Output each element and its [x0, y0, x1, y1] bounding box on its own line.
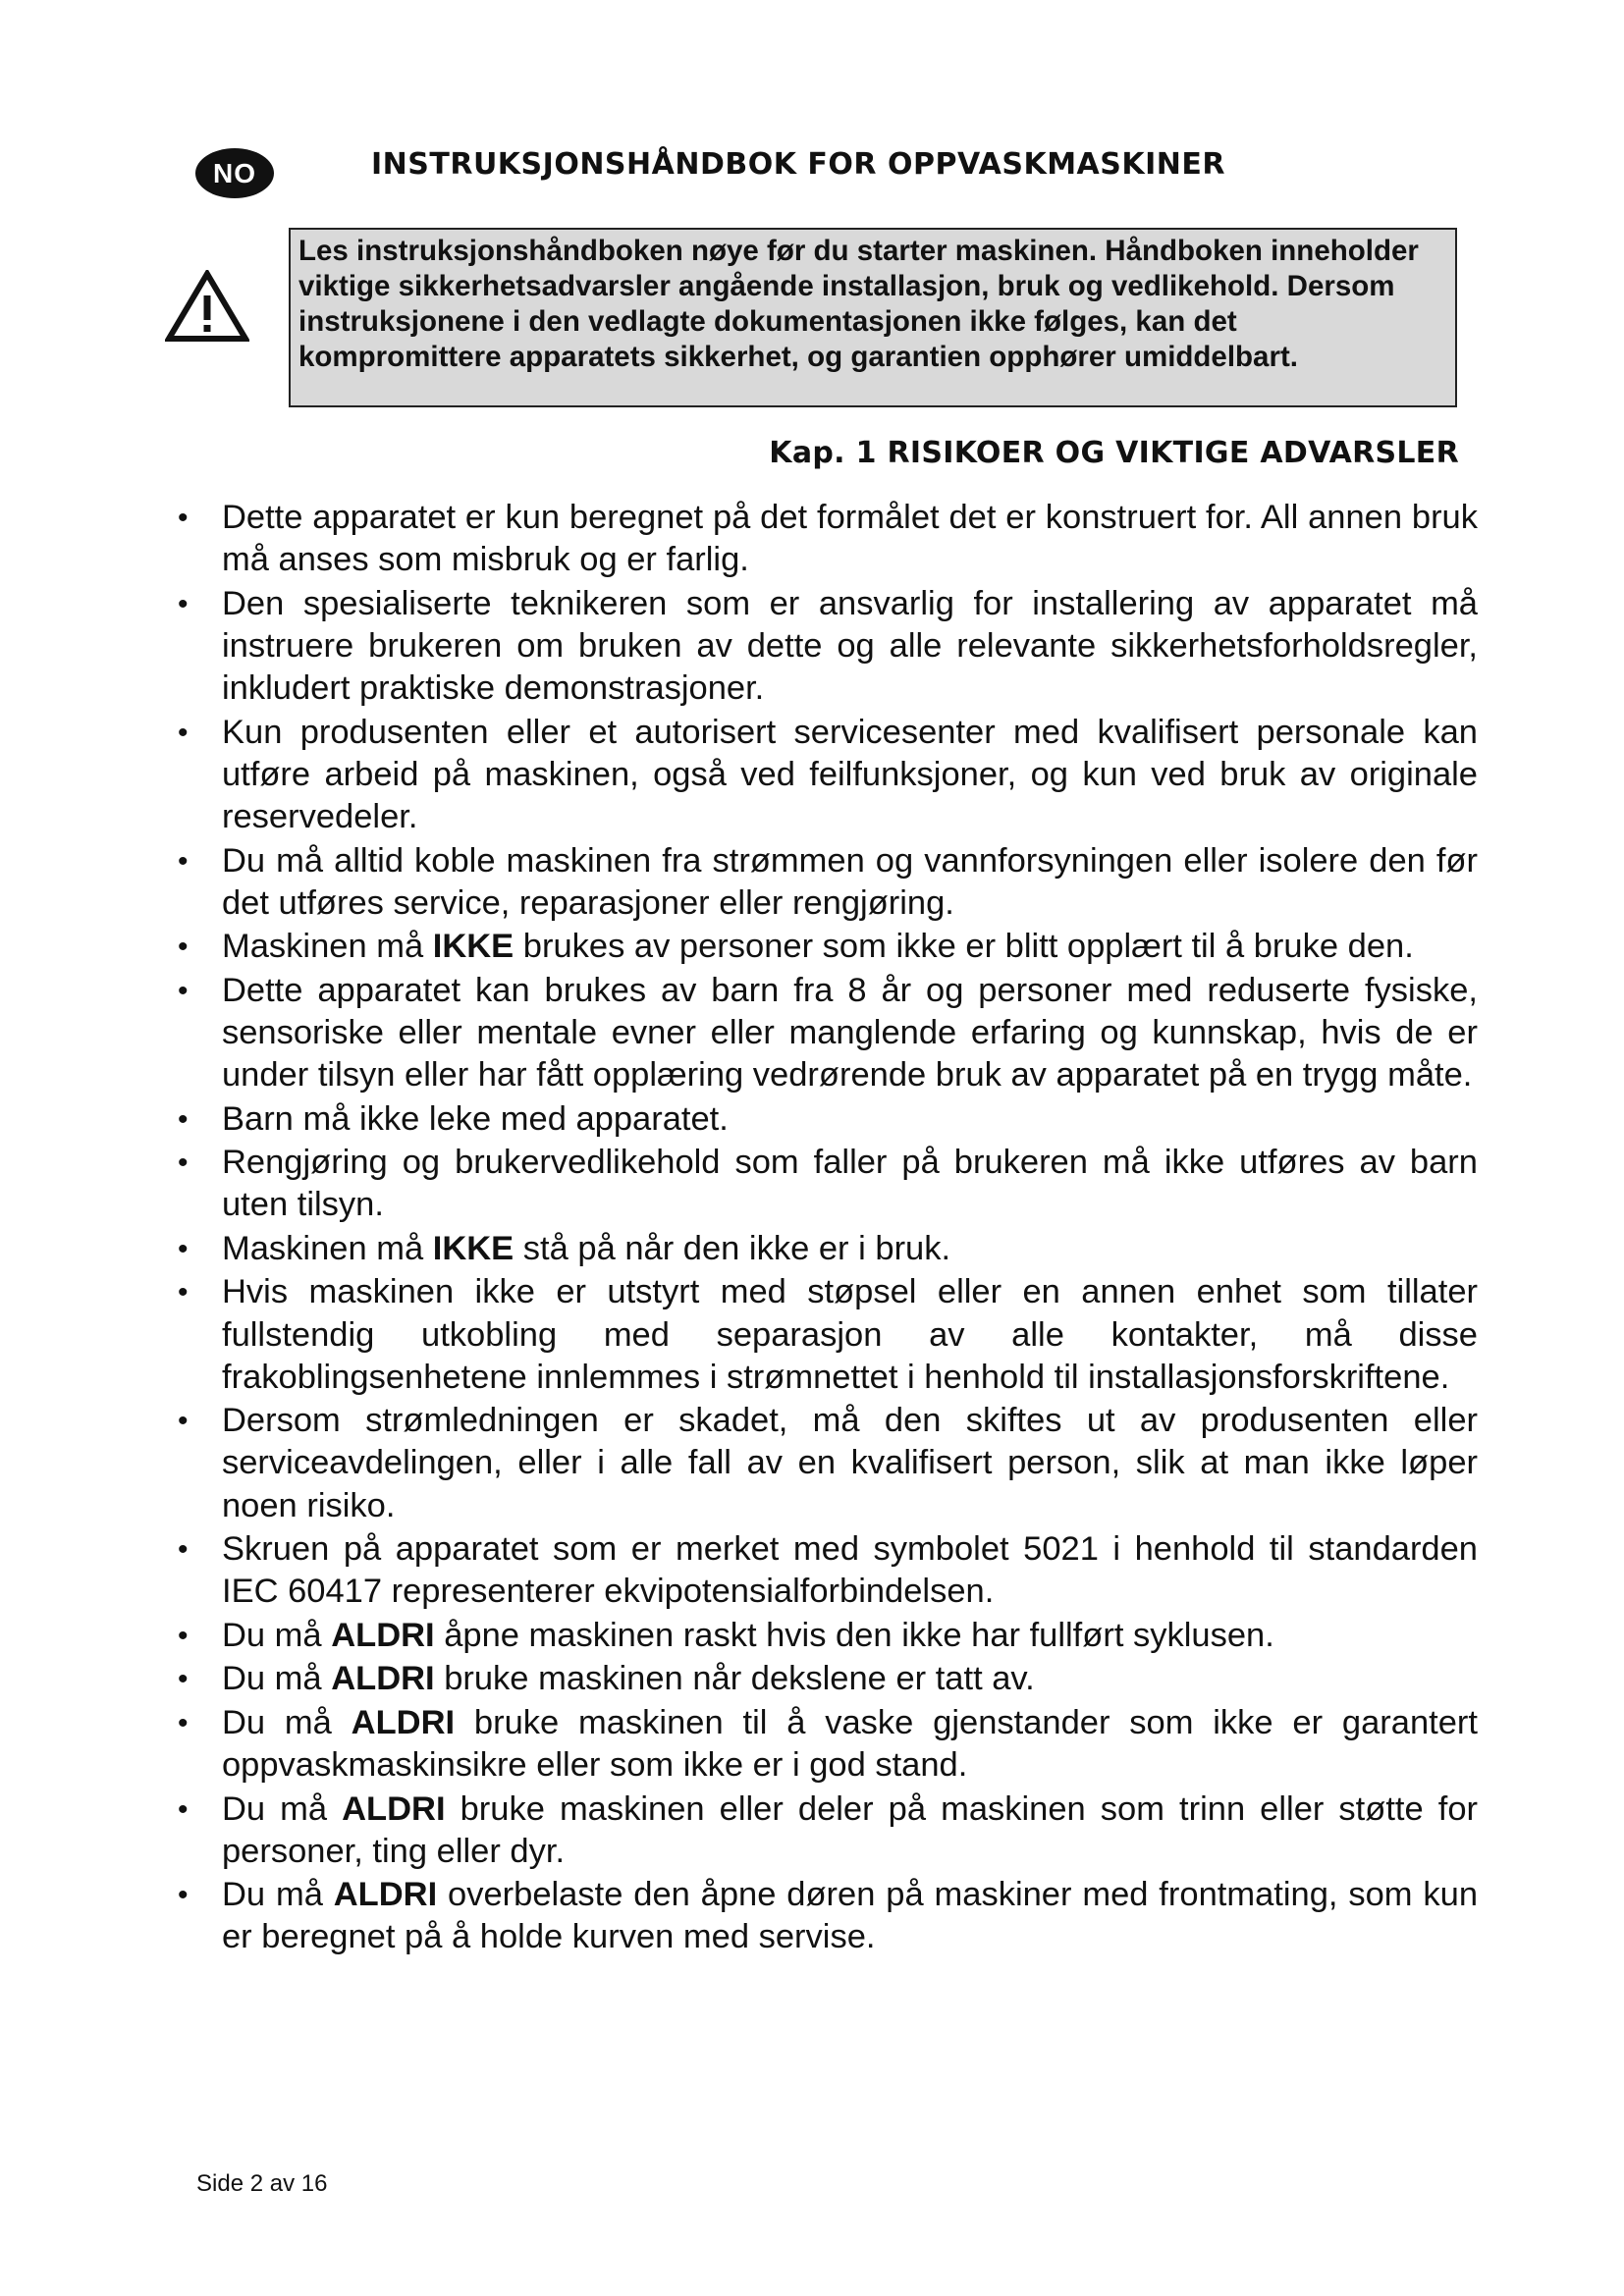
list-item-text: Maskinen må — [222, 1229, 433, 1267]
list-item-text: Du må — [222, 1703, 352, 1741]
list-item-text-continued: brukes av personer som ikke er blitt opplært til å bruke den. — [514, 928, 1414, 966]
list-item-emphasis: ALDRI — [331, 1660, 435, 1698]
bullet-icon: • — [178, 1533, 189, 1567]
list-item-emphasis: ALDRI — [342, 1789, 446, 1828]
chapter-heading: Kap. 1 RISIKOER OG VIKTIGE ADVARSLER — [769, 436, 1459, 470]
list-item-text: Skruen på apparatet som er merket med symbolet 5021 i henhold til standarden IEC 60417 representerer ekvipotensialforbindelsen. — [222, 1530, 1478, 1611]
list-item — [172, 583, 1478, 711]
list-item-emphasis: IKKE — [432, 1229, 514, 1267]
list-item — [172, 840, 1478, 925]
list-item — [172, 1098, 1478, 1141]
page-number: Side 2 av 16 — [196, 2170, 328, 2197]
document-title: INSTRUKSJONSHÅNDBOK FOR OPPVASKMASKINER — [371, 147, 1225, 182]
bullet-icon: • — [178, 1102, 189, 1136]
safety-warnings-list — [172, 497, 1478, 1960]
bullet-icon: • — [178, 1147, 189, 1180]
list-item — [172, 1615, 1478, 1657]
list-item-emphasis: IKKE — [432, 928, 514, 966]
bullet-icon: • — [178, 1232, 189, 1265]
list-item-text: Dette apparatet er kun beregnet på det formålet det er konstruert for. All annen bruk må anses som misbruk og er farlig. — [222, 499, 1478, 579]
list-item-text: Dette apparatet kan brukes av barn fra 8 år og personer med reduserte fysiske, sensoriske eller mentale evner eller manglende erfaring og kunnskap, hvis de er under tilsyn eller har fått opplæring vedrørende bruk av apparatet på en trygg måte. — [222, 971, 1478, 1095]
list-item-text-continued: bruke maskinen eller deler på maskinen som trinn eller støtte for personer, ting eller dyr. — [222, 1789, 1478, 1870]
list-item — [172, 1142, 1478, 1226]
bullet-icon: • — [178, 1405, 189, 1438]
list-item-text: Du må — [222, 1660, 332, 1698]
bullet-icon: • — [178, 716, 189, 749]
list-item-text-continued: åpne maskinen raskt hvis den ikke har fullført syklusen. — [434, 1616, 1274, 1654]
list-item-text: Barn må ikke leke med apparatet. — [222, 1099, 729, 1138]
list-item — [172, 712, 1478, 839]
list-item-text: Du må — [222, 1789, 343, 1828]
list-item-text: Maskinen må — [222, 928, 433, 966]
safety-notice-box — [289, 228, 1457, 407]
list-item — [172, 1400, 1478, 1527]
list-item — [172, 1789, 1478, 1873]
warning-triangle-icon — [165, 270, 249, 343]
list-item-text: Du må alltid koble maskinen fra strømmen og vannforsyningen eller isolere den før det utføres service, reparasjoner eller rengjøring. — [222, 841, 1478, 922]
bullet-icon: • — [178, 1276, 189, 1309]
list-item-text: Den spesialiserte teknikeren som er ansvarlig for installering av apparatet må instruere brukeren om bruken av dette og alle relevante sikkerhetsforholdsregler, inkludert praktiske demonstrasjoner. — [222, 584, 1478, 708]
list-item — [172, 970, 1478, 1097]
bullet-icon: • — [178, 1792, 189, 1826]
list-item — [172, 1658, 1478, 1700]
list-item — [172, 1874, 1478, 1958]
bullet-icon: • — [178, 1879, 189, 1912]
language-code: NO — [213, 157, 256, 188]
list-item-text-continued: bruke maskinen når dekslene er tatt av. — [434, 1660, 1035, 1698]
bullet-icon: • — [178, 502, 189, 534]
language-badge — [195, 148, 274, 198]
list-item-text: Kun produsenten eller et autorisert servicesenter med kvalifisert personale kan utføre arbeid på maskinen, også ved feilfunksjoner, og kun ved bruk av originale reservedeler. — [222, 713, 1478, 836]
bullet-icon: • — [178, 587, 189, 620]
list-item — [172, 1271, 1478, 1399]
list-item — [172, 497, 1478, 581]
list-item — [172, 1528, 1478, 1613]
list-item-text-continued: overbelaste den åpne døren på maskiner med frontmating, som kun er beregnet på å holde kurven med servise. — [222, 1876, 1479, 1956]
bullet-icon: • — [178, 844, 189, 878]
bullet-icon: • — [178, 1706, 189, 1739]
list-item-text-continued: stå på når den ikke er i bruk. — [514, 1229, 951, 1267]
list-item-text-continued: bruke maskinen til å vaske gjenstander som ikke er garantert oppvaskmaskinsikre eller som ikke er i god stand. — [222, 1703, 1479, 1785]
list-item-emphasis: ALDRI — [333, 1876, 438, 1914]
list-item-emphasis: ALDRI — [351, 1703, 456, 1741]
safety-notice-text: Les instruksjonshåndboken nøye før du starter maskinen. Håndboken inneholder viktige sikkerhetsadvarsler angående installasjon, bruk og vedlikehold. Dersom instruksjonene i den vedlagte dokumentasjonen ikke følges, kan det kompromittere apparatets sikkerhet, og garantien opphører umiddelbart. — [298, 235, 1419, 373]
bullet-icon: • — [178, 974, 189, 1007]
list-item — [172, 1228, 1478, 1270]
list-item-text: Rengjøring og brukervedlikehold som faller på brukeren må ikke utføres av barn uten tilsyn. — [222, 1144, 1478, 1224]
list-item-text: Du må — [222, 1876, 334, 1914]
list-item-emphasis: ALDRI — [331, 1616, 435, 1654]
bullet-icon: • — [178, 1619, 189, 1652]
bullet-icon: • — [178, 1663, 189, 1696]
list-item-text: Du må — [222, 1616, 332, 1654]
list-item — [172, 926, 1478, 968]
bullet-icon: • — [178, 931, 189, 964]
list-item — [172, 1702, 1478, 1787]
list-item-text: Dersom strømledningen er skadet, må den skiftes ut av produsenten eller serviceavdelingen, eller i alle fall av en kvalifisert person, slik at man ikke løper noen risiko. — [222, 1402, 1478, 1524]
list-item-text: Hvis maskinen ikke er utstyrt med støpsel eller en annen enhet som tillater fullstendig utkobling med separasjon av alle kontakter, må disse frakoblingsenhetene innlemmes i strømnettet i henhold til installasjonsforskriftene. — [222, 1273, 1478, 1396]
